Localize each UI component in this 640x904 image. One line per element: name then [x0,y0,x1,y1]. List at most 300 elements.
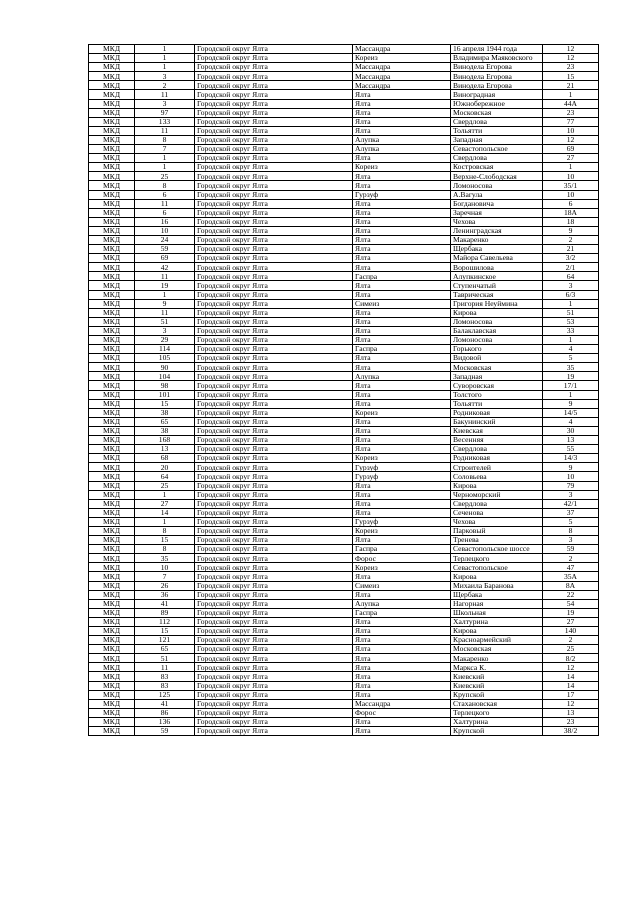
cell-district: Городской округ Ялта [195,536,353,545]
cell-district: Городской округ Ялта [195,317,353,326]
cell-street: Щербака [451,245,543,254]
cell-house: 22 [543,590,599,599]
cell-district: Городской округ Ялта [195,217,353,226]
cell-type: МКД [89,390,135,399]
cell-street: Винодела Егорова [451,81,543,90]
cell-locality: Гаспра [353,545,451,554]
cell-type: МКД [89,208,135,217]
cell-street: Севастопольское [451,145,543,154]
cell-type: МКД [89,627,135,636]
cell-locality: Гурзуф [353,190,451,199]
table-row [89,490,599,499]
cell-district: Городской округ Ялта [195,135,353,144]
cell-house: 4 [543,345,599,354]
cell-count: 1 [135,45,195,54]
cell-house: 14 [543,681,599,690]
table-row [89,690,599,699]
cell-house: 13 [543,708,599,717]
cell-house: 14/5 [543,408,599,417]
table-row [89,54,599,63]
cell-count: 27 [135,499,195,508]
cell-locality: Ялта [353,235,451,244]
table-row [89,63,599,72]
cell-house: 10 [543,172,599,181]
cell-district: Городской округ Ялта [195,590,353,599]
table-row [89,508,599,517]
cell-house: 8А [543,581,599,590]
cell-house: 2 [543,554,599,563]
cell-house: 35 [543,363,599,372]
cell-house: 13 [543,436,599,445]
cell-district: Городской округ Ялта [195,372,353,381]
cell-count: 136 [135,717,195,726]
cell-house: 2 [543,235,599,244]
table-row [89,126,599,135]
cell-type: МКД [89,245,135,254]
table-row [89,336,599,345]
cell-type: МКД [89,263,135,272]
cell-locality: Ялта [353,363,451,372]
cell-house: 42/1 [543,499,599,508]
cell-count: 125 [135,690,195,699]
cell-street: Майора Савельева [451,254,543,263]
cell-type: МКД [89,654,135,663]
cell-district: Городской округ Ялта [195,81,353,90]
cell-district: Городской округ Ялта [195,636,353,645]
cell-house: 54 [543,599,599,608]
cell-house: 12 [543,663,599,672]
cell-street: Тольятти [451,126,543,135]
cell-locality: Кореиз [353,454,451,463]
cell-street: Терлецкого [451,554,543,563]
cell-locality: Кореиз [353,526,451,535]
table-row [89,654,599,663]
table-body [89,45,599,736]
cell-house: 10 [543,472,599,481]
table-row [89,163,599,172]
cell-type: МКД [89,254,135,263]
cell-count: 8 [135,181,195,190]
cell-locality: Алупка [353,599,451,608]
cell-count: 101 [135,390,195,399]
cell-locality: Ялта [353,354,451,363]
cell-street: Маркса К. [451,663,543,672]
cell-district: Городской округ Ялта [195,426,353,435]
cell-district: Городской округ Ялта [195,290,353,299]
document-page [88,44,598,736]
cell-type: МКД [89,108,135,117]
cell-count: 112 [135,617,195,626]
cell-count: 19 [135,281,195,290]
cell-type: МКД [89,508,135,517]
cell-district: Городской округ Ялта [195,554,353,563]
cell-house: 79 [543,481,599,490]
table-row [89,408,599,417]
cell-type: МКД [89,499,135,508]
cell-district: Городской округ Ялта [195,63,353,72]
cell-district: Городской округ Ялта [195,345,353,354]
cell-house: 1 [543,163,599,172]
table-row [89,381,599,390]
table-row [89,154,599,163]
cell-locality: Ялта [353,308,451,317]
cell-locality: Ялта [353,617,451,626]
cell-type: МКД [89,717,135,726]
cell-type: МКД [89,490,135,499]
cell-count: 16 [135,217,195,226]
cell-locality: Ялта [353,263,451,272]
table-row [89,417,599,426]
cell-street: Родниковая [451,408,543,417]
cell-locality: Ялта [353,426,451,435]
cell-type: МКД [89,299,135,308]
cell-type: МКД [89,272,135,281]
table-row [89,463,599,472]
cell-count: 65 [135,417,195,426]
cell-type: МКД [89,608,135,617]
cell-street: Винодела Егорова [451,63,543,72]
cell-locality: Форос [353,708,451,717]
cell-type: МКД [89,199,135,208]
cell-locality: Кореиз [353,563,451,572]
cell-locality: Ялта [353,536,451,545]
cell-district: Городской округ Ялта [195,117,353,126]
cell-house: 3 [543,536,599,545]
cell-count: 29 [135,336,195,345]
cell-house: 3 [543,490,599,499]
cell-type: МКД [89,363,135,372]
cell-type: МКД [89,172,135,181]
cell-street: Севастопольское [451,563,543,572]
cell-count: 1 [135,163,195,172]
cell-street: Заречная [451,208,543,217]
cell-locality: Гурзуф [353,472,451,481]
cell-locality: Ялта [353,445,451,454]
cell-district: Городской округ Ялта [195,490,353,499]
cell-house: 69 [543,145,599,154]
cell-count: 41 [135,599,195,608]
cell-street: Чехова [451,517,543,526]
cell-street: Черноморский [451,490,543,499]
cell-district: Городской округ Ялта [195,308,353,317]
cell-count: 105 [135,354,195,363]
cell-district: Городской округ Ялта [195,627,353,636]
cell-type: МКД [89,381,135,390]
cell-house: 8/2 [543,654,599,663]
cell-house: 25 [543,645,599,654]
cell-house: 55 [543,445,599,454]
cell-locality: Ялта [353,417,451,426]
cell-count: 11 [135,90,195,99]
cell-type: МКД [89,599,135,608]
cell-house: 2/1 [543,263,599,272]
cell-locality: Массандра [353,63,451,72]
cell-street: Алупкинское [451,272,543,281]
cell-locality: Ялта [353,572,451,581]
cell-street: Стахановская [451,699,543,708]
cell-house: 17/1 [543,381,599,390]
cell-type: МКД [89,326,135,335]
table-row [89,472,599,481]
cell-house: 10 [543,190,599,199]
cell-count: 1 [135,290,195,299]
cell-house: 64 [543,272,599,281]
cell-locality: Массандра [353,45,451,54]
cell-street: Весенняя [451,436,543,445]
cell-type: МКД [89,217,135,226]
table-row [89,199,599,208]
cell-count: 64 [135,472,195,481]
cell-count: 11 [135,126,195,135]
cell-house: 5 [543,354,599,363]
cell-type: МКД [89,581,135,590]
cell-type: МКД [89,336,135,345]
cell-street: Тольятти [451,399,543,408]
cell-locality: Ялта [353,317,451,326]
cell-count: 7 [135,145,195,154]
cell-locality: Форос [353,554,451,563]
table-row [89,317,599,326]
cell-district: Городской округ Ялта [195,472,353,481]
cell-street: Свердлова [451,445,543,454]
cell-street: Горького [451,345,543,354]
cell-district: Городской округ Ялта [195,163,353,172]
cell-count: 59 [135,245,195,254]
cell-street: Суворовская [451,381,543,390]
cell-locality: Ялта [353,490,451,499]
cell-locality: Ялта [353,199,451,208]
cell-type: МКД [89,345,135,354]
cell-street: Кирова [451,308,543,317]
cell-house: 8 [543,526,599,535]
cell-house: 14 [543,672,599,681]
cell-locality: Ялта [353,117,451,126]
cell-locality: Ялта [353,727,451,736]
cell-house: 2 [543,636,599,645]
cell-count: 7 [135,572,195,581]
table-row [89,708,599,717]
cell-locality: Алупка [353,145,451,154]
cell-locality: Ялта [353,627,451,636]
cell-district: Городской округ Ялта [195,526,353,535]
table-row [89,554,599,563]
table-row [89,717,599,726]
cell-district: Городской округ Ялта [195,454,353,463]
cell-house: 6/3 [543,290,599,299]
cell-district: Городской округ Ялта [195,272,353,281]
cell-type: МКД [89,672,135,681]
table-row [89,645,599,654]
cell-locality: Ялта [353,326,451,335]
cell-district: Городской округ Ялта [195,208,353,217]
cell-count: 9 [135,299,195,308]
cell-district: Городской округ Ялта [195,199,353,208]
cell-house: 51 [543,308,599,317]
cell-type: МКД [89,708,135,717]
cell-count: 1 [135,63,195,72]
cell-street: Толстого [451,390,543,399]
cell-type: МКД [89,617,135,626]
cell-street: Макаренко [451,235,543,244]
cell-house: 3 [543,281,599,290]
cell-house: 140 [543,627,599,636]
cell-type: МКД [89,417,135,426]
cell-type: МКД [89,445,135,454]
cell-locality: Ялта [353,154,451,163]
table-row [89,436,599,445]
cell-street: Михаила Баранова [451,581,543,590]
cell-district: Городской округ Ялта [195,172,353,181]
cell-locality: Ялта [353,208,451,217]
cell-street: Терлецкого [451,708,543,717]
cell-street: Киевский [451,672,543,681]
cell-house: 3/2 [543,254,599,263]
cell-street: 16 апреля 1944 года [451,45,543,54]
table-row [89,345,599,354]
table-row [89,617,599,626]
table-row [89,235,599,244]
cell-house: 53 [543,317,599,326]
cell-house: 1 [543,390,599,399]
cell-district: Городской округ Ялта [195,499,353,508]
cell-house: 59 [543,545,599,554]
cell-count: 83 [135,672,195,681]
cell-house: 9 [543,226,599,235]
cell-district: Городской округ Ялта [195,654,353,663]
cell-street: Халтурина [451,617,543,626]
cell-district: Городской округ Ялта [195,363,353,372]
cell-street: Балаклавская [451,326,543,335]
cell-house: 30 [543,426,599,435]
cell-type: МКД [89,126,135,135]
cell-locality: Гаспра [353,345,451,354]
cell-count: 114 [135,345,195,354]
cell-type: МКД [89,663,135,672]
cell-type: МКД [89,426,135,435]
cell-type: МКД [89,690,135,699]
cell-count: 35 [135,554,195,563]
cell-district: Городской округ Ялта [195,381,353,390]
cell-count: 20 [135,463,195,472]
cell-street: Московская [451,108,543,117]
cell-type: МКД [89,636,135,645]
cell-type: МКД [89,81,135,90]
cell-street: Киевская [451,426,543,435]
cell-district: Городской округ Ялта [195,699,353,708]
cell-house: 33 [543,326,599,335]
cell-count: 10 [135,563,195,572]
cell-type: МКД [89,135,135,144]
table-row [89,517,599,526]
cell-district: Городской округ Ялта [195,545,353,554]
cell-street: Соловьева [451,472,543,481]
cell-type: МКД [89,181,135,190]
cell-district: Городской округ Ялта [195,572,353,581]
cell-street: Киевский [451,681,543,690]
cell-locality: Алупка [353,372,451,381]
cell-count: 90 [135,363,195,372]
cell-house: 12 [543,699,599,708]
cell-house: 38/2 [543,727,599,736]
cell-district: Городской округ Ялта [195,45,353,54]
cell-house: 15 [543,72,599,81]
cell-locality: Ялта [353,636,451,645]
cell-district: Городской округ Ялта [195,72,353,81]
cell-count: 6 [135,208,195,217]
cell-count: 1 [135,154,195,163]
cell-district: Городской округ Ялта [195,281,353,290]
cell-count: 11 [135,663,195,672]
cell-locality: Гурзуф [353,463,451,472]
cell-count: 3 [135,99,195,108]
table-row [89,135,599,144]
cell-house: 18 [543,217,599,226]
cell-count: 51 [135,654,195,663]
cell-count: 41 [135,699,195,708]
cell-street: Григория Неуймина [451,299,543,308]
cell-street: Крупской [451,690,543,699]
cell-type: МКД [89,472,135,481]
cell-count: 10 [135,226,195,235]
cell-district: Городской округ Ялта [195,681,353,690]
cell-locality: Ялта [353,381,451,390]
cell-street: Московская [451,363,543,372]
table-row [89,563,599,572]
cell-type: МКД [89,145,135,154]
cell-street: Виноградная [451,90,543,99]
table-row [89,526,599,535]
cell-type: МКД [89,317,135,326]
cell-count: 15 [135,536,195,545]
cell-count: 121 [135,636,195,645]
cell-house: 47 [543,563,599,572]
cell-locality: Ялта [353,672,451,681]
cell-street: Ломоносова [451,336,543,345]
cell-house: 9 [543,399,599,408]
cell-street: Бакунинский [451,417,543,426]
cell-street: Кирова [451,481,543,490]
cell-count: 59 [135,727,195,736]
cell-street: Парковый [451,526,543,535]
cell-type: МКД [89,699,135,708]
cell-count: 133 [135,117,195,126]
cell-street: Ступенчатый [451,281,543,290]
cell-district: Городской округ Ялта [195,436,353,445]
table-row [89,727,599,736]
cell-district: Городской округ Ялта [195,245,353,254]
cell-type: МКД [89,226,135,235]
cell-district: Городской округ Ялта [195,226,353,235]
cell-count: 11 [135,272,195,281]
table-row [89,481,599,490]
cell-type: МКД [89,154,135,163]
cell-district: Городской округ Ялта [195,336,353,345]
cell-street: А.Вагула [451,190,543,199]
cell-house: 35/1 [543,181,599,190]
cell-house: 19 [543,372,599,381]
cell-district: Городской округ Ялта [195,508,353,517]
cell-street: Верхне-Слободская [451,172,543,181]
cell-house: 21 [543,245,599,254]
cell-street: Халтурина [451,717,543,726]
cell-street: Красноармейский [451,636,543,645]
cell-house: 4 [543,417,599,426]
cell-locality: Ялта [353,663,451,672]
cell-locality: Ялта [353,281,451,290]
cell-type: МКД [89,408,135,417]
table-row [89,263,599,272]
cell-district: Городской округ Ялта [195,254,353,263]
